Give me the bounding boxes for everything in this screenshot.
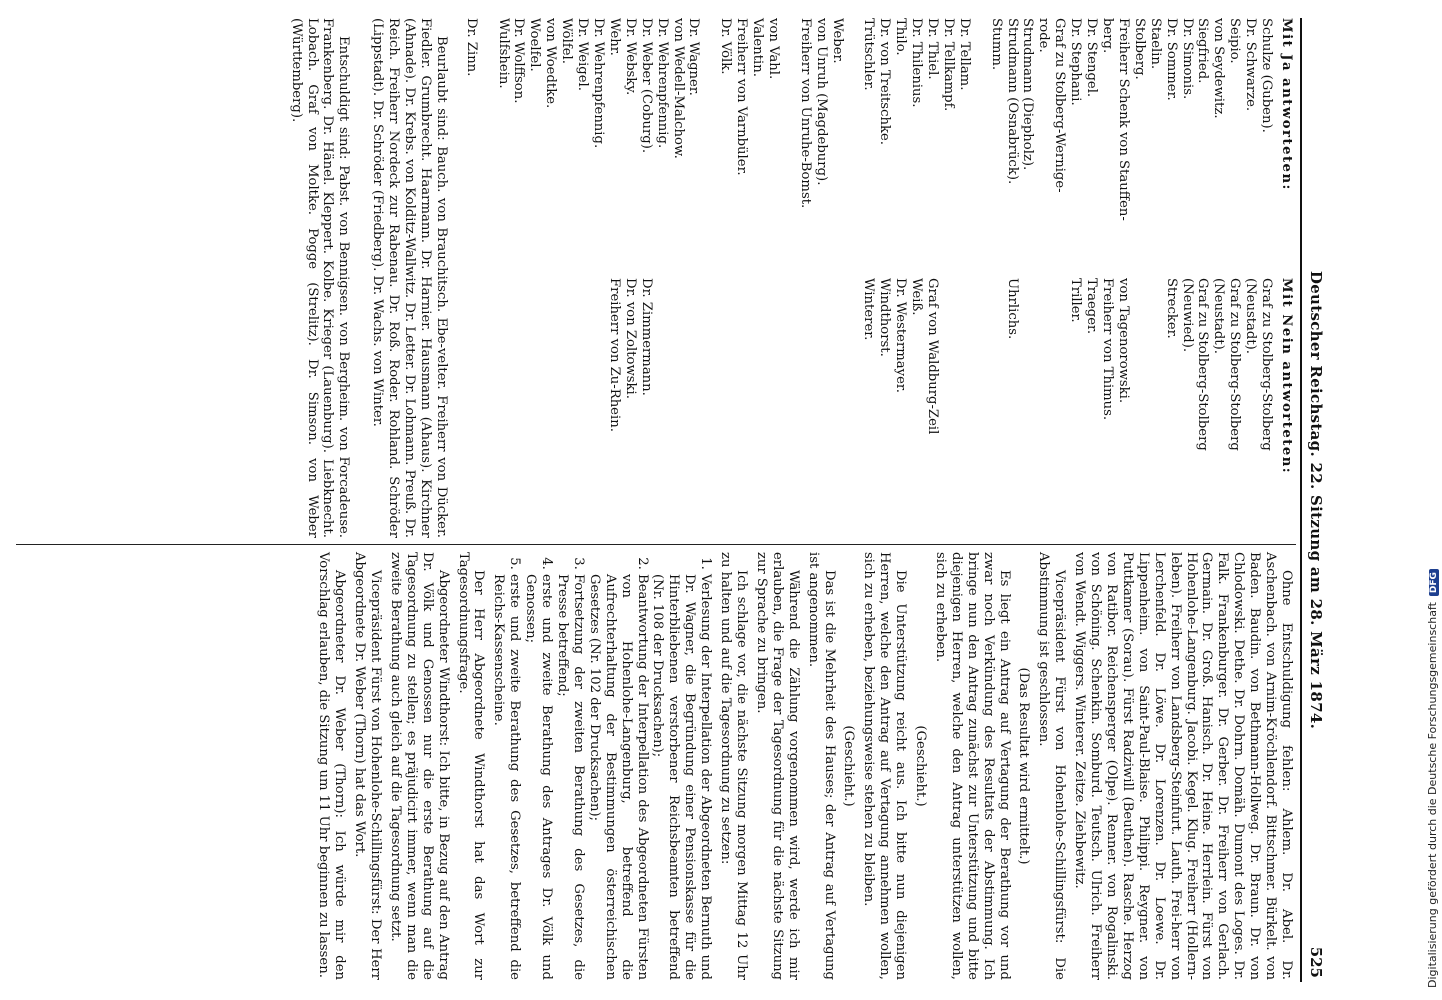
yes-vote-name: Dr. Stephani. xyxy=(1068,18,1084,106)
yes-vote-name: von Vahl. xyxy=(766,18,781,80)
yes-vote-name: Dr. Sommer. xyxy=(1163,18,1179,101)
weber-statement: Abgeordneter Dr. Weber (Thorn): Ich würde mir den Vorschlag erlauben, die Sitzung um 11 Uhr beginnen zu lassen. xyxy=(316,552,348,980)
yes-vote-name: Thilo. xyxy=(893,18,909,56)
no-vote-name xyxy=(1147,278,1163,532)
windthorst-intro: Der Herr Abgeordnete Windthorst hat das Wort zur Tagesordnungsfrage. xyxy=(455,552,487,980)
yes-vote-name: Wulfshein. xyxy=(495,18,511,89)
no-vote-name: Graf zu Stolberg-Stolberg xyxy=(1259,278,1275,451)
happens-note-2: (Geschieht.) xyxy=(841,725,857,807)
yes-vote-name: Staelin. xyxy=(1147,18,1163,70)
no-vote-name: Triller. xyxy=(1068,278,1084,323)
page-number: 525 xyxy=(1307,946,1325,978)
result-note: (Das Resultat wird ermittelt.) xyxy=(1016,667,1032,865)
yes-vote-name: Strudmann (Diepholz). xyxy=(1020,18,1036,171)
adjournment-paragraph: Es liegt ein Antrag auf Vertagung der Berathung vor und zwar noch Verkündung des Resultats der Abstimmung. Ich bringe nun den Antrag zunächst zur Unterstützung und bitte diejenigen Herren, welche den Antrag unterstützen wollen, sich zu erheben. xyxy=(932,552,1012,980)
no-vote-name: Winterer. xyxy=(861,278,877,341)
no-vote-name: (Neuwied). xyxy=(1179,278,1195,353)
no-vote-name xyxy=(733,278,749,532)
no-votes-list xyxy=(606,278,1274,532)
no-vote-name xyxy=(765,278,781,532)
yes-vote-name: Seipio. xyxy=(1227,18,1243,64)
agenda-item: 1. Verlesung der Interpellation der Abgeordneten Bernuth und Dr. Wagner, die Begründung einer Pensionskasse für die Hinterbliebenen verstorbener Reichsbeamten betreffend (Nr. 108 der Drucksachen); xyxy=(650,574,714,980)
no-vote-name: Strecker. xyxy=(1163,278,1179,339)
excused-paragraph: Entschuldigt sind: Pabst. von Bennigsen. von Bergheim. von Forcadeuse. Frankenberg. Dr. Hänel. Kleppert. Kolbe. Krieger (Lauenburg). Liebknecht. Lobach. Graf von Moltke. Pogge (Strelitz). Dr. Simson. von Weber (Württemberg). xyxy=(288,18,352,538)
yes-votes xyxy=(463,18,1294,278)
no-vote-name: Traeger. xyxy=(1084,278,1100,335)
agenda-item: 5. erste und zweite Berathung des Gesetzes, betreffend die Reichs-Kassenscheine. xyxy=(491,574,523,980)
next-session-paragraph: Ich schlage vor, die nächste Sitzung morgen Mittag 12 Uhr zu halten und auf die Tagesordnung zu setzen: xyxy=(718,552,749,980)
footer-text: Digitalisierung gefördert durch die Deutsche Forschungsgemeinschaft xyxy=(1426,602,1439,988)
no-vote-name xyxy=(988,278,1004,532)
page-header xyxy=(1300,18,1326,982)
no-vote-name xyxy=(940,278,956,532)
left-column xyxy=(14,18,1294,538)
yes-vote-name: Woelfel. xyxy=(527,18,543,72)
yes-vote-name: von Woedtke. xyxy=(543,18,559,109)
yes-vote-name: Strudmann (Osnabrück). xyxy=(1004,18,1020,185)
no-vote-name xyxy=(829,278,845,532)
no-vote-name: Graf zu Stolberg-Stolberg xyxy=(1227,278,1243,451)
yes-vote-name: Dr. Wagner. xyxy=(686,18,702,96)
no-vote-name: (Neustadt). xyxy=(1211,278,1227,354)
no-vote-name: Weiß. xyxy=(909,278,925,316)
no-vote-name: Graf von Waldburg-Zeil xyxy=(925,278,941,435)
yes-votes-list xyxy=(463,18,1274,272)
yes-vote-name: von Unruh (Magdeburg). xyxy=(813,18,829,186)
no-vote-name: Freiherr von Zu-Rhein. xyxy=(606,278,622,432)
agenda-item: 3. Fortsetzung der zweiten Berathung des Gesetzes, die Presse betreffend; xyxy=(554,574,586,980)
count-paragraph: Während die Zählung vorgenommen wird, werde ich mir erlauben, die Frage der Tagesordnung für die nächste Sitzung zur Sprache zu bringen. xyxy=(753,552,801,980)
absent-paragraph: Ohne Entschuldigung fehlen: Ahlem. Dr. Abel. Dr. Aschenbach. von Arnim-Kröchlendorf. Bittschmer. Bürkelt. von Baden. Baudin. von Bethmann-Hollweg. Dr. Braun. Dr. von Chlodowski. Dethe. Dr. Dohrn. Domäh. Dumont des Loges. Dr. Falk. Frankenburger. Dr. Gerber. Dr. Freiherr von Gerlach. Germain. Dr. Groß. Hanisch. Dr. Heine. Herrlein. Fürst von Hohenlohe-Langenburg. Jacobi. Kegel. Klug. Freiherr (Hollern-leben). Freiherr von Landsberg-Steinfurt. Lauth. Frei-herr von Lerchenfeld. Dr. Löwe. Dr. Lorenzen. Dr. Loewe. Dr. Lippenheim. von Saint-Paul-Blaise. Philippi. Reygner. von Puttkamer (Sorau). Fürst Radziwill (Beuthen). Rasche. Herzog von Ratibor. Reichensperger (Olpe). Renner. von Rogalinski. von Schöning. Schenkin. Somburd. Teutsch. Ulrich. Freiherr von Wendt. Wiggers. Winterer. Zeitze. Ziehbewitz. xyxy=(1072,552,1294,980)
yes-vote-name: Dr. Zinn. xyxy=(463,18,479,77)
no-vote-name: (Neustadt). xyxy=(1243,278,1259,354)
no-vote-name: Dr. Zimmermann. xyxy=(638,278,654,396)
no-vote-name: Graf zu Stolberg-Stolberg xyxy=(1195,278,1211,451)
yes-vote-name xyxy=(845,18,861,272)
happens-note-1: (Geschieht.) xyxy=(913,725,929,807)
yes-vote-name: Dr. Weigel. xyxy=(575,18,591,91)
yes-vote-name: Trütschler. xyxy=(861,18,877,91)
yes-vote-name: Weber. xyxy=(829,18,845,64)
no-vote-name xyxy=(701,278,717,532)
yes-vote-name: Schulze (Guben). xyxy=(1259,18,1275,133)
no-vote-name xyxy=(845,278,861,532)
yes-vote-name: Dr. Weber (Coburg). xyxy=(638,18,654,154)
yes-vote-name: Freiherr von Varnbüler. xyxy=(734,18,750,176)
support-paragraph: Die Unterstützung reicht aus. Ich bitte nun diejenigen Herren, welche den Antrag auf Vertagung annehmen wollen, sich zu erheben, beziehungsweise stehen zu bleiben. xyxy=(861,552,909,980)
no-votes xyxy=(463,278,1294,538)
yes-vote-name: Siegfried. xyxy=(1195,18,1211,84)
dfg-logo: DFG xyxy=(1429,569,1439,596)
no-vote-name xyxy=(813,278,829,532)
no-vote-name: Dr. Westermayer. xyxy=(893,278,909,393)
no-vote-name xyxy=(686,278,702,532)
weber-intro: Vicepräsident Fürst von Hohenlohe-Schillingsfürst: Der Herr Abgeordnete Dr. Weber (Thorn) hat das Wort. xyxy=(352,552,384,980)
agenda-list xyxy=(491,552,714,980)
no-vote-name: Freiherr von Thimus. xyxy=(1100,278,1116,421)
no-vote-name xyxy=(749,278,765,532)
no-vote-name xyxy=(717,278,733,532)
yes-vote-name: Dr. Völk. xyxy=(718,18,734,75)
digitization-footer xyxy=(1412,12,1439,988)
windthorst-statement: Abgeordneter Windthorst: Ich bitte, in Bezug auf den Antrag Dr. Völk und Genossen nur die erste Berathung auf die Tagesordnung zu stellen; es präjudicirt immer, wenn man die zweite Berathung auch gleich auf die Tagesordnung setzt. xyxy=(387,552,451,980)
no-vote-name xyxy=(1020,278,1036,532)
yes-vote-name: Dr. Schwarze. xyxy=(1243,18,1259,112)
yes-vote-name: von Seydewitz. xyxy=(1211,18,1227,119)
yes-vote-name: Dr. Thilenius. xyxy=(909,18,925,108)
yes-vote-name: Dr. Simonis. xyxy=(1179,18,1195,100)
no-vote-name xyxy=(1131,278,1147,532)
yes-vote-name: Dr. Tellam. xyxy=(956,18,972,91)
yes-vote-name: Valentin. xyxy=(750,18,766,77)
no-vote-name xyxy=(797,278,813,532)
no-vote-name xyxy=(1051,278,1067,532)
yes-vote-name: Dr. Wolffson. xyxy=(511,18,527,104)
yes-vote-name: Dr. Wehrenpfennig. xyxy=(654,18,670,149)
no-vote-name: Windthorst. xyxy=(877,278,893,357)
yes-vote-name: Dr. von Treitschke. xyxy=(877,18,893,145)
no-vote-name xyxy=(956,278,972,532)
yes-vote-name: Dr. Thiel. xyxy=(925,18,941,80)
no-vote-name xyxy=(670,278,686,532)
yes-vote-name: Graf zu Stolberg-Wernige- xyxy=(1052,18,1068,193)
no-votes-title: Mit Nein antworteten: xyxy=(1279,278,1294,475)
no-vote-name xyxy=(1036,278,1052,532)
no-vote-name xyxy=(781,278,797,532)
yes-vote-name: von Wedell-Malchow. xyxy=(670,18,686,159)
on-leave-paragraph: Beurlaubt sind: Bauch. von Brauchitsch. Ebe-velter. Freiherr von Dücker. Fiedler. Grumbrecht. Haarmann. Dr. Harnier. Hausmann (Ahaus). Kirchner (Ahnade). Dr. Krebs. von Kolditz-Wallwitz. Dr. Letter. Dr. Lohmann. Preuß. Dr. Reich. Freiherr Nordeck zur Rabenau. Dr. Roß. Roder. Rohland. Schröder (Lippstadt). Dr. Schröder (Friedberg). Dr. Wachs. von Winter. xyxy=(370,18,449,538)
yes-vote-name xyxy=(701,18,717,272)
agenda-item: 2. Beantwortung der Interpellation des Abgeordneten Fürsten von Hohenlohe-Langenburg, betreffend die Aufrechterhaltung der Bestimmungen österreichischen Gesetzes (Nr. 102 der Drucksachen); xyxy=(586,574,650,980)
yes-vote-name: Freiherr Schenk von Stauffen- xyxy=(1115,18,1131,221)
yes-vote-name xyxy=(781,18,797,272)
vicepresident-statement: Vicepräsident Fürst von Hohenlohe-Schillingsfürst: Die Abstimmung ist geschlossen. xyxy=(1036,552,1068,980)
no-vote-name: Uhrlichs. xyxy=(1004,278,1020,340)
vote-lists xyxy=(463,18,1294,538)
yes-vote-name: Dr. Wehrenpfennig. xyxy=(591,18,607,149)
yes-vote-name: Stolberg. xyxy=(1131,18,1147,80)
no-vote-name xyxy=(972,278,988,532)
yes-votes-title: Mit Ja antworteten: xyxy=(1279,18,1294,191)
right-column xyxy=(14,552,1294,980)
yes-vote-name: Dr. Tellkampf. xyxy=(940,18,956,112)
no-vote-name: Dr. von Zoltowski. xyxy=(622,278,638,399)
majority-paragraph: Das ist die Mehrheit des Hauses; der Antrag auf Vertagung ist angenommen. xyxy=(805,552,837,980)
yes-vote-name: Wölfel. xyxy=(559,18,575,64)
yes-vote-name xyxy=(479,18,495,272)
no-vote-name xyxy=(654,278,670,532)
yes-vote-name: Wehr. xyxy=(606,18,622,56)
yes-vote-name: Dr. Stengel. xyxy=(1084,18,1100,98)
yes-vote-name: berg. xyxy=(1100,18,1116,54)
agenda-item: 4. erste und zweite Berathung des Antrages Dr. Völk und Genossen; xyxy=(522,574,554,980)
page-title: Deutscher Reichstag. 22. Sitzung am 28. März 1874. xyxy=(1307,270,1325,730)
yes-vote-name: Dr. Websky. xyxy=(622,18,638,96)
yes-vote-name: Freiherr von Unruhe-Bomst. xyxy=(797,18,813,209)
yes-vote-name xyxy=(972,18,988,272)
yes-vote-name: rode. xyxy=(1036,18,1052,53)
column-divider xyxy=(16,544,1296,545)
no-vote-name: von Tagenorowski. xyxy=(1115,278,1131,404)
yes-vote-name: Stumm. xyxy=(988,18,1004,71)
